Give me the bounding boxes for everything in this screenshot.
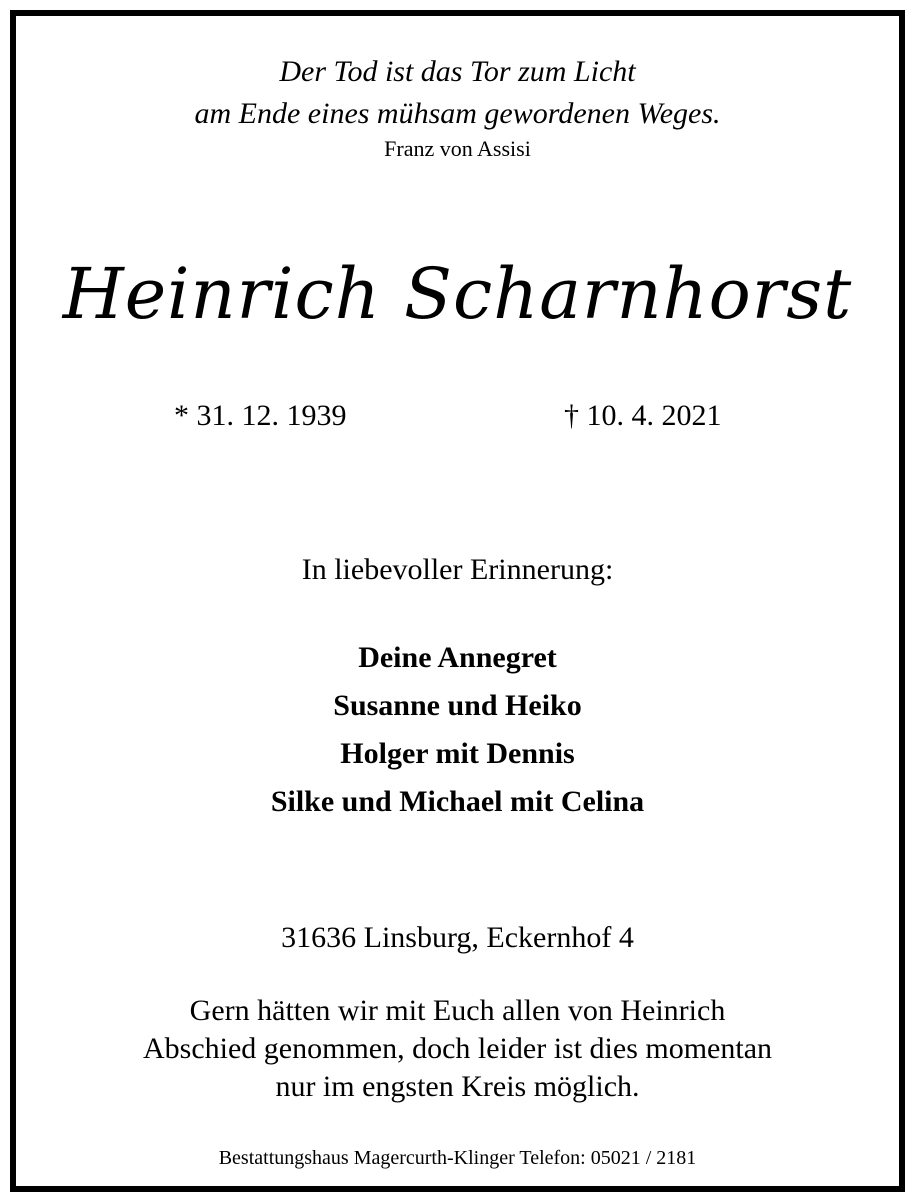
farewell-message (16, 992, 899, 1106)
quote-line-2: am Ende eines mühsam gewordenen Weges. (194, 97, 721, 130)
mourner-name: Deine Annegret (358, 641, 557, 674)
obituary-notice (10, 10, 905, 1192)
mourner-name: Silke und Michael mit Celina (270, 785, 645, 818)
mourners-list (16, 634, 899, 826)
message-line-3: nur im engsten Kreis möglich. (275, 1070, 640, 1103)
death-date: † 10. 4. 2021 (564, 399, 722, 432)
quote-line-1: Der Tod ist das Tor zum Licht (279, 55, 636, 88)
funeral-home-footer: Bestattungshaus Magercurth-Klinger Telefon: 05021 / 2181 (218, 1147, 697, 1169)
life-dates (16, 396, 899, 436)
quote-author: Franz von Assisi (384, 136, 531, 161)
memory-heading: In liebevoller Erinnerung: (301, 553, 614, 586)
deceased-name: Heinrich Scharnhorst (62, 253, 853, 335)
family-address: 31636 Linsburg, Eckernhof 4 (281, 921, 634, 954)
message-line-1: Gern hätten wir mit Euch allen von Heinrich (189, 994, 726, 1027)
mourner-name: Holger mit Dennis (340, 737, 575, 770)
mourner-name: Susanne und Heiko (333, 689, 582, 722)
birth-date: * 31. 12. 1939 (174, 399, 347, 432)
message-line-2: Abschied genommen, doch leider ist dies momentan (142, 1032, 773, 1065)
